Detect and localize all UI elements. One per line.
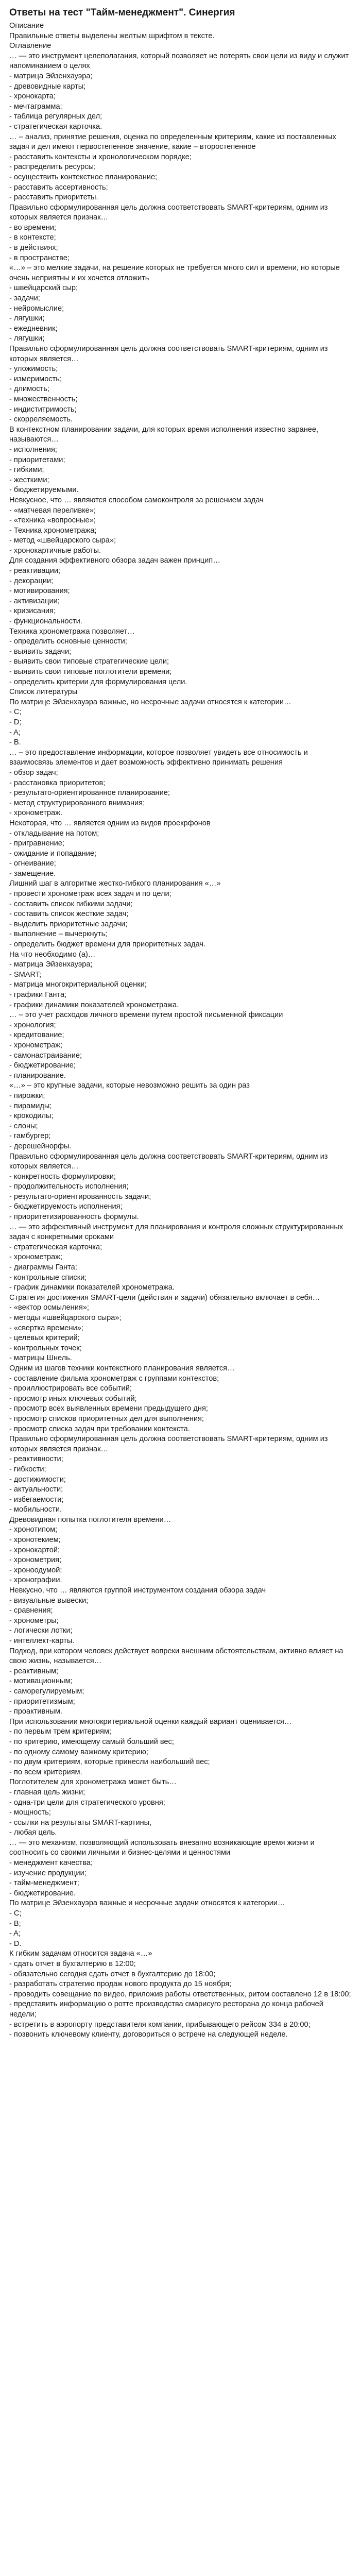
answer-option: - древовидные карты;: [9, 82, 86, 91]
answer-option: - составить список жесткие задач;: [9, 910, 129, 919]
answer-option: - целевых критерий;: [9, 1334, 80, 1343]
answer-option: - длимость;: [9, 385, 49, 394]
answer-option: - выявить свои типовые поглотители времени;: [9, 668, 172, 676]
question-text: Для создания эффективного обзора задач важен принцип…: [9, 556, 220, 565]
question-text: Некоторая, что … является одним из видов проекрфонов: [9, 819, 211, 827]
answer-option: - приоритетами;: [9, 455, 65, 464]
question-text: Правильно сформулированная цель должна соответствовать SMART-критериям, одним из которых является признак…: [9, 203, 328, 222]
answer-option: - матрица многокритериальной оценки;: [9, 980, 147, 989]
answer-option: - самонастраивание;: [9, 1051, 82, 1060]
answer-option: - в пространстве;: [9, 253, 70, 262]
question-text: «…» – это мелкие задачи, на решение которых не требуется много сил и времени, но которые очень неприятны и их хочется отложить: [9, 264, 340, 282]
answer-option: - ежедневник;: [9, 324, 58, 333]
answer-option: - выявить задачи;: [9, 647, 72, 656]
answer-option: - откладывание на потом;: [9, 829, 99, 838]
answer-option: - стратегическая карточка.: [9, 122, 102, 131]
answer-option: - бюджетирование.: [9, 1889, 76, 1897]
answer-option: - визуальные вывески;: [9, 1596, 89, 1605]
answer-option: - бюджетируемыми.: [9, 486, 79, 495]
answer-option: - ожидание и попадание;: [9, 849, 97, 858]
answer-option: - метод структурированного внимания;: [9, 799, 145, 807]
answer-option: - швейцарский сыр;: [9, 284, 78, 293]
answer-option: - встретить в аэропорту представителя компании, прибывающего рейсом 334 в 20:00;: [9, 2020, 311, 2029]
answer-option: - хроноодумой;: [9, 1566, 62, 1574]
answer-option: - составить список гибкими задачи;: [9, 900, 133, 908]
answer-option: - любая цель.: [9, 1828, 57, 1837]
answer-option: - лягушки;: [9, 314, 45, 323]
answer-option: - тайм-менеджмент;: [9, 1879, 79, 1888]
answer-option: - во времени;: [9, 223, 57, 232]
answer-option: - Техника хронометража;: [9, 526, 97, 535]
answer-option: - ссылки на результаты SMART-картины,: [9, 1818, 152, 1827]
answer-option: - продолжительность исполнения;: [9, 1182, 129, 1191]
answer-option: - стратегическая карточка;: [9, 1243, 102, 1251]
answer-option: - слоны;: [9, 1122, 38, 1130]
answer-option: - реактивности;: [9, 1455, 63, 1464]
answer-option: - планирование.: [9, 1071, 66, 1080]
question-text: Стратегия достижения SMART-цели (действия и задачи) обязательно включает в себя…: [9, 1293, 320, 1302]
question-text: «…» – это крупные задачи, которые невозможно решить за один раз: [9, 1081, 250, 1090]
answer-option: - гибкости;: [9, 1465, 46, 1473]
question-text: Список литературы: [9, 688, 78, 697]
answer-option: - расставить контексты и хронологическом порядке;: [9, 152, 192, 161]
answer-option: - результато-ориентированность задачи;: [9, 1192, 151, 1201]
answer-option: - мощность;: [9, 1808, 51, 1817]
answer-option: - уложимость;: [9, 365, 58, 374]
answer-option: - сдать отчет в бухгалтерию в 12:00;: [9, 1960, 136, 1968]
question-text: … — это механизм, позволяющий использовать внезапно возникающие время жизни и соотносить со своими личными и бизнес-целями и ценностями: [9, 1838, 315, 1857]
question-text: Правильные ответы выделены желтым шрифтом в тексте.: [9, 31, 215, 40]
answer-option: - «матчевая переливке»;: [9, 506, 96, 515]
question-text: Поглотителем для хронометража может быть…: [9, 1778, 177, 1787]
answer-option: - диаграммы Ганта;: [9, 1263, 77, 1272]
answer-option: - результато-ориентированное планирование;: [9, 789, 170, 798]
answer-option: - расстановка приоритетов;: [9, 778, 106, 787]
answer-option: - хронокартой;: [9, 1546, 60, 1554]
answer-option: - реактивным;: [9, 1667, 59, 1675]
answer-option: - метод «швейцарского сыра»;: [9, 536, 116, 545]
answer-option: - просмотр списка задач при требовании контекста.: [9, 1425, 190, 1433]
answer-option: - составление фильма хронометраж с группами контекстов;: [9, 1374, 219, 1383]
answer-option: - хронометры;: [9, 1616, 59, 1625]
answer-option: - позвонить ключевому клиенту, договориться о встрече на следующей неделе.: [9, 2030, 288, 2039]
answer-option: - мотивационным;: [9, 1677, 73, 1686]
answer-option: - нейромыслие;: [9, 304, 64, 313]
answer-option: - проводить совещание по видео, приложив работы ответственных, ритом составлено 12 в 18:00;: [9, 1990, 351, 1998]
question-text: Подход, при котором человек действует вопреки внешним обстоятельствам, активно влияет на свою жизнь, называется…: [9, 1647, 343, 1666]
question-text: Оглавление: [9, 42, 51, 50]
answer-option: - разработать стратегию продаж нового продукта до 15 ноября;: [9, 1980, 232, 1989]
answer-option: - скорреляемость.: [9, 415, 73, 424]
answer-option: - определить критерии для формулирования цели.: [9, 677, 187, 686]
answer-option: - просмотр списков приоритетных дел для выполнения;: [9, 1414, 204, 1423]
question-text: Невкусное, что … являются способом самоконтроля за решением задач: [9, 496, 264, 504]
answer-option: - активизации;: [9, 597, 60, 605]
answer-option: - матрица Эйзенхауэра;: [9, 72, 93, 80]
answer-option: - графики динамики показателей хронометража.: [9, 1001, 179, 1009]
question-text: В контекстном планировании задачи, для которых время исполнения известно заранее, называются…: [9, 425, 319, 444]
answer-option: - бюджетирование;: [9, 1061, 76, 1070]
answer-option: - логически лотки;: [9, 1626, 73, 1635]
answer-option: - исполнения;: [9, 445, 57, 454]
answer-option: - обязательно сегодня сдать отчет в бухгалтерию до 18:00;: [9, 1970, 216, 1978]
answer-option: - методы «швейцарского сыра»;: [9, 1314, 122, 1322]
answer-option: - контрольных точек;: [9, 1344, 82, 1352]
answer-option: - A;: [9, 728, 21, 737]
answer-option: - B;: [9, 1919, 21, 1928]
answer-option: - в действиях;: [9, 244, 58, 252]
answer-option: - расставить приоритеты.: [9, 193, 98, 202]
question-text: Техника хронометража позволяет…: [9, 627, 135, 636]
answer-option: - мотивирования;: [9, 587, 70, 596]
answer-option: - графики Ганта;: [9, 991, 67, 999]
answer-option: - контрольные списки;: [9, 1273, 87, 1282]
question-text: По матрице Эйзенхауэра важные, но несрочные задачи относятся к категории…: [9, 698, 291, 706]
answer-option: - крокодилы;: [9, 1112, 54, 1121]
document-body: [9, 21, 352, 2040]
answer-option: - измеримость;: [9, 375, 62, 383]
question-text: … – анализ, принятие решения, оценка по определенным критериям, какие из поставленных задач и дел имеют первостепенное значение, какие – второстепенное: [9, 132, 336, 151]
question-text: Одним из шагов техники контекстного планирования является…: [9, 1364, 235, 1372]
answer-option: - определить бюджет времени для приоритетных задач.: [9, 940, 206, 949]
answer-option: - B.: [9, 738, 21, 747]
answer-option: - функциональности.: [9, 617, 82, 626]
answer-option: - провести хронометраж всех задач и по цели;: [9, 890, 171, 899]
answer-option: - мечтаграмма;: [9, 102, 62, 111]
answer-option: - хронометраж.: [9, 809, 63, 818]
answer-option: - С;: [9, 1909, 22, 1918]
answer-option: - обзор задач;: [9, 768, 58, 777]
answer-option: - замещение.: [9, 869, 56, 878]
answer-option: - хронометраж;: [9, 1253, 63, 1262]
answer-option: - хронология;: [9, 1021, 56, 1029]
answer-option: - саморегулируемым;: [9, 1687, 84, 1696]
answer-option: - матрицы Шнель.: [9, 1354, 72, 1363]
answer-option: - график динамики показателей хронометража.: [9, 1283, 175, 1292]
answer-option: - конкретность формулировки;: [9, 1172, 116, 1181]
answer-option: - хронокарта;: [9, 92, 56, 101]
answer-option: - дерешейнорфы.: [9, 1142, 72, 1150]
answer-option: - таблица регулярных дел;: [9, 112, 102, 121]
answer-option: - задачи;: [9, 294, 40, 303]
answer-option: - сравнения;: [9, 1606, 53, 1615]
answer-option: - хронотекием;: [9, 1536, 61, 1545]
answer-option: - огнеивание;: [9, 859, 56, 868]
answer-option: - «техника «вопросные»;: [9, 516, 96, 525]
answer-option: - распределить ресурсы;: [9, 163, 96, 172]
answer-option: - «вектор осмыления»;: [9, 1303, 89, 1312]
answer-option: - просмотр всех выявленных времени предыдущего дня;: [9, 1404, 208, 1413]
question-text: Древовидная попытка поглотителя времени…: [9, 1515, 171, 1524]
answer-option: - матрица Эйзенхауэра;: [9, 960, 93, 969]
answer-option: - по всем критериям.: [9, 1768, 82, 1776]
answer-option: - осуществить контекстное планирование;: [9, 173, 158, 181]
question-text: … — это инструмент целеполагания, который позволяет не потерять свои цели из виду и служит напоминанием о целях: [9, 52, 349, 71]
answer-option: - актуальности;: [9, 1485, 63, 1494]
answer-option: - хронотипом;: [9, 1526, 58, 1534]
question-text: Невкусно, что … являются группой инструментом создания обзора задач: [9, 1586, 266, 1595]
answer-option: - кредитование;: [9, 1031, 64, 1040]
answer-option: - хронокартичные работы.: [9, 546, 101, 555]
question-text: Правильно сформулированная цель должна соответствовать SMART-критериям, одним из которых является…: [9, 345, 328, 363]
answer-option: - просмотр иных ключевых событий;: [9, 1394, 137, 1403]
question-text: Правильно сформулированная цель должна соответствовать SMART-критериям, одним из которых является…: [9, 1152, 328, 1171]
answer-option: - D.: [9, 1939, 22, 1948]
answer-option: - достижимости;: [9, 1475, 66, 1484]
answer-option: - выделить приоритетные задачи;: [9, 920, 128, 928]
question-text: Лишний шаг в алгоритме жестко-гибкого планирования «…»: [9, 879, 221, 888]
answer-option: - выявить свои типовые стратегические цели;: [9, 657, 169, 666]
answer-option: - «свертка времени»;: [9, 1324, 83, 1332]
answer-option: - пригравнение;: [9, 839, 64, 848]
answer-option: - кризисания;: [9, 607, 56, 616]
answer-option: - менеджмент качества;: [9, 1859, 93, 1868]
answer-option: - пирожки;: [9, 1091, 45, 1100]
answer-option: - выполнение – вычеркнуть;: [9, 930, 108, 939]
answer-option: - A;: [9, 1929, 21, 1938]
question-text: … – это предоставление информации, которое позволяет увидеть все относимость и взаимосвязь элементов и дает возможность эффективно принимать решения: [9, 748, 308, 767]
answer-option: - пирамиды;: [9, 1101, 52, 1110]
answer-option: - определить основные ценности;: [9, 637, 127, 646]
answer-option: - декорации;: [9, 577, 54, 585]
question-text: … – это учет расходов личного времени путем простой письменной фиксации: [9, 1011, 283, 1020]
answer-option: - по критерию, имеющему самый больший вес;: [9, 1737, 174, 1746]
question-text: Описание: [9, 22, 44, 30]
answer-option: - бюджетируемость исполнения;: [9, 1202, 123, 1211]
question-text: … — это эффективный инструмент для планирования и контроля сложных структурированных задач с конкретными сроками: [9, 1223, 343, 1242]
answer-option: - лягушки;: [9, 334, 45, 343]
answer-option: - гамбургер;: [9, 1132, 51, 1141]
question-text: По матрице Эйзенхауэра важные и несрочные задачи относятся к категории…: [9, 1899, 285, 1908]
question-text: К гибким задачам относится задача «…»: [9, 1950, 152, 1958]
answer-option: - по одному самому важному критерию;: [9, 1748, 148, 1756]
answer-option: - хронометраж;: [9, 1041, 63, 1049]
answer-option: - индиститримость;: [9, 405, 77, 414]
answer-option: - C;: [9, 708, 22, 717]
answer-option: - по первым трем критериям;: [9, 1727, 112, 1736]
question-text: Правильно сформулированная цель должна соответствовать SMART-критериям, одним из которых является признак…: [9, 1435, 328, 1453]
question-text: При использовании многокритериальной оценки каждый вариант оценивается…: [9, 1717, 292, 1726]
answer-option: - представить информацию о ротте производства смарисуго ресторана до конца рабочей недели;: [9, 2000, 323, 2019]
answer-option: - проактивным.: [9, 1707, 62, 1716]
answer-option: - гибкими;: [9, 466, 44, 474]
answer-option: - хронометрия;: [9, 1556, 62, 1565]
answer-option: - главная цель жизни;: [9, 1788, 85, 1797]
answer-option: - реактивации;: [9, 567, 61, 575]
answer-option: - D;: [9, 718, 22, 726]
answer-option: - одна-три цели для стратегического уровня;: [9, 1798, 165, 1807]
answer-option: - мобильности.: [9, 1505, 62, 1514]
answer-option: - приоритетизированность формулы.: [9, 1213, 139, 1222]
answer-option: - по двум критериям, которые принесли наибольший вес;: [9, 1758, 210, 1767]
page-title: Ответы на тест "Тайм-менеджмент". Синергия: [9, 7, 235, 18]
answer-option: - в контексте;: [9, 233, 56, 242]
question-text: На что необходимо (а)…: [9, 950, 96, 959]
answer-option: - жесткими;: [9, 476, 49, 484]
answer-option: - множественность;: [9, 395, 78, 403]
answer-option: - приоритетизмым;: [9, 1697, 75, 1706]
answer-option: - SMART;: [9, 970, 42, 979]
answer-option: - изучение продукции;: [9, 1869, 87, 1877]
answer-option: - избегаемости;: [9, 1495, 64, 1504]
answer-option: - расставить ассертивность;: [9, 183, 108, 192]
answer-option: - хронографии.: [9, 1576, 62, 1585]
answer-option: - интеллект-карты.: [9, 1637, 75, 1645]
answer-option: - проиллюстрировать все событий;: [9, 1384, 132, 1393]
